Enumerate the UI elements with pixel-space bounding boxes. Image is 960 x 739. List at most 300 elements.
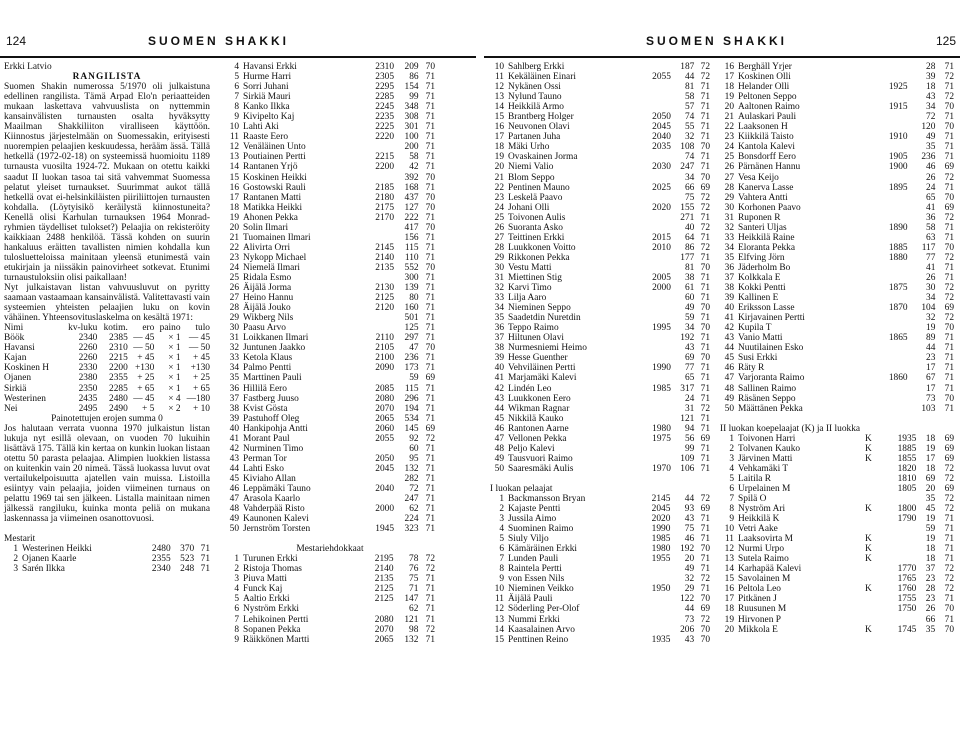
table-cell: 71	[944, 232, 954, 243]
left-page	[0, 0, 476, 739]
table-row	[720, 564, 954, 574]
table-cell	[870, 263, 907, 273]
table-cell	[879, 544, 917, 554]
table-row	[225, 504, 435, 514]
table-cell	[640, 373, 671, 383]
calc-row	[4, 353, 210, 363]
table-cell	[865, 494, 879, 504]
table-cell: + 45	[192, 353, 210, 364]
table-cell: 26	[724, 162, 734, 173]
table-cell: Marjamäki Kalevi	[508, 373, 577, 384]
table-cell: 1910	[888, 132, 908, 143]
table-cell: 17	[925, 453, 936, 464]
table-cell: 72	[944, 72, 954, 83]
table-cell: 297	[404, 333, 419, 344]
ranking-table	[225, 554, 435, 644]
table-cell: 22	[494, 182, 504, 193]
table-cell	[870, 343, 907, 353]
page-number: 125	[935, 34, 956, 48]
table-cell: Juntunen Jaakko	[243, 343, 306, 354]
table-row	[490, 534, 710, 544]
table-cell: 77	[926, 252, 936, 263]
table-cell: Söderling Per-Olof	[508, 604, 580, 615]
table-row	[490, 464, 710, 474]
table-cell: 44	[229, 463, 239, 474]
table-cell: Urpelainen M	[738, 483, 791, 494]
table-cell: 32	[724, 222, 734, 233]
table-cell: 71	[700, 102, 710, 113]
table-cell: 72	[944, 574, 954, 585]
page-title: SUOMEN SHAKKI	[148, 34, 290, 48]
table-cell: Mäki Urho	[508, 142, 550, 153]
table-cell: 2070	[375, 403, 394, 414]
table-cell: 71	[425, 152, 435, 163]
table-cell: 71	[944, 343, 954, 354]
table-cell: 69	[944, 443, 954, 454]
table-cell: 28	[724, 182, 734, 193]
table-cell: 20	[724, 102, 734, 113]
calc-row	[4, 343, 210, 353]
table-cell	[865, 474, 879, 484]
table-cell: Havansi Erkki	[243, 62, 297, 72]
table-cell: 37	[724, 272, 734, 283]
calc-row	[4, 404, 210, 414]
table-cell: 3	[234, 574, 239, 585]
table-cell: Eriksson Lasse	[738, 303, 795, 314]
table-cell: 17	[494, 132, 504, 143]
table-row	[490, 132, 710, 142]
table-cell: 2145	[651, 493, 671, 504]
table-cell: 70	[700, 634, 710, 645]
table-cell: 2065	[375, 413, 394, 424]
table-cell: Kirjavainen Pertti	[738, 313, 805, 324]
table-cell: 26	[925, 604, 936, 615]
table-cell: 70	[425, 343, 435, 354]
table-cell: 46	[926, 162, 936, 173]
calc-table	[4, 323, 210, 413]
table-cell: 18	[925, 433, 936, 444]
table-cell: 110	[404, 252, 419, 263]
table-cell: Brantberg Holger	[508, 112, 574, 123]
table-cell: 2080	[374, 614, 394, 625]
table-row	[720, 333, 954, 343]
table-row	[720, 363, 954, 373]
table-row	[720, 82, 954, 92]
table-cell: 71	[425, 353, 435, 364]
table-row	[490, 253, 710, 263]
table-cell: Nuutilainen Esko	[738, 343, 804, 354]
table-row	[720, 615, 954, 625]
table-cell: Hillilä Eero	[243, 383, 287, 394]
table-cell: 71	[700, 92, 710, 103]
table-cell: 21	[494, 172, 504, 183]
table-row	[490, 152, 710, 162]
table-row	[720, 263, 954, 273]
table-cell: 28	[926, 62, 936, 72]
table-cell: 71	[700, 252, 710, 263]
table-cell: Vanio Matti	[738, 333, 783, 344]
table-row	[225, 635, 435, 645]
table-cell: 10	[494, 584, 504, 595]
table-cell: 6	[234, 604, 239, 615]
table-row	[720, 152, 954, 162]
table-cell: × 1	[168, 333, 181, 344]
table-cell: 28	[925, 584, 936, 595]
table-cell	[639, 604, 671, 614]
table-cell: Niemi Valio	[508, 162, 554, 173]
table-cell: 3	[729, 453, 734, 464]
table-cell: Vellonen Pekka	[508, 433, 567, 444]
table-cell: 43	[684, 514, 695, 525]
table-cell: 71	[700, 373, 710, 384]
table-cell: 2480	[151, 544, 171, 555]
table-cell: 2480	[109, 393, 128, 404]
table-cell: 17	[926, 383, 936, 394]
table-cell: 71	[200, 544, 210, 555]
table-cell: Nurmesniemi Heimo	[508, 343, 587, 354]
table-cell: 1	[499, 493, 504, 504]
table-cell: 8	[234, 102, 239, 113]
table-cell: × 1	[168, 363, 181, 374]
table-cell: 57	[684, 102, 695, 113]
table-cell: 14	[494, 624, 504, 635]
table-row	[225, 384, 435, 394]
table-row	[225, 132, 435, 142]
table-cell: 34	[926, 293, 936, 304]
table-cell: 69	[944, 162, 954, 173]
table-cell: 71	[425, 92, 435, 103]
table-cell: 2310	[375, 62, 394, 72]
table-cell: 2045	[651, 504, 671, 515]
table-cell: Teppo Raimo	[508, 323, 559, 334]
table-cell: 437	[404, 192, 419, 203]
table-cell	[640, 444, 671, 454]
table-cell: 3	[13, 564, 18, 575]
table-cell: 72	[944, 293, 954, 304]
table-cell: Blom Seppo	[508, 172, 555, 183]
table-row	[720, 534, 954, 544]
table-row	[720, 142, 954, 152]
table-cell: 26	[229, 283, 239, 294]
table-row	[225, 414, 435, 424]
table-cell: 39	[229, 413, 239, 424]
table-cell: — 45	[188, 333, 210, 344]
table-cell: 81	[684, 82, 695, 93]
table-cell: 92	[409, 433, 419, 444]
table-cell: 69	[944, 483, 954, 494]
table-cell: 72	[425, 554, 435, 565]
table-cell: 60	[409, 443, 419, 454]
table-cell: Rantanen Yrjö	[243, 162, 298, 173]
table-cell: Penttinen Reino	[508, 634, 569, 645]
table-cell: Toivonen Aulis	[508, 212, 566, 223]
table-cell: 2	[499, 504, 504, 515]
table-cell: Nimi	[4, 323, 24, 334]
table-cell: 236	[404, 353, 419, 364]
table-cell: 40	[684, 222, 695, 233]
table-cell: Tolvanen Kauko	[738, 443, 801, 454]
table-cell	[361, 444, 394, 454]
table-cell: 35	[724, 252, 734, 263]
table-cell: 2020	[651, 514, 671, 525]
table-cell: Kvist Gösta	[243, 403, 288, 414]
table-cell: 10	[229, 122, 239, 133]
table-cell: 1810	[897, 473, 917, 484]
table-cell: Vahderpää Risto	[243, 504, 305, 515]
table-cell: 61	[684, 283, 695, 294]
table-row	[225, 394, 435, 404]
table-cell: 65	[684, 373, 695, 384]
table-cell: 1790	[897, 514, 917, 525]
table-cell: Santeri Uljas	[738, 222, 787, 233]
table-cell: Ovaskainen Jorma	[508, 152, 578, 163]
table-cell: 1915	[888, 102, 908, 113]
table-cell: 2	[234, 564, 239, 575]
table-row	[225, 373, 435, 383]
table-cell: Peljo Kalevi	[508, 443, 555, 454]
table-row	[225, 183, 435, 193]
table-cell: 43	[926, 92, 936, 103]
table-cell: 6	[234, 82, 239, 93]
table-cell: Kolkkala E	[738, 272, 781, 283]
table-cell: 1895	[888, 182, 908, 193]
table-cell: 71	[425, 604, 435, 615]
table-cell: 206	[680, 624, 695, 635]
table-cell: 89	[926, 333, 936, 344]
table-cell: 2200	[109, 363, 128, 374]
table-row	[225, 554, 435, 564]
table-cell: 160	[404, 303, 419, 314]
table-cell	[870, 363, 907, 373]
table-cell: 46	[229, 483, 239, 494]
table-row	[225, 273, 435, 283]
table-cell: 66	[684, 182, 695, 193]
table-cell: Niemelä Ilmari	[243, 262, 301, 273]
table-cell: 4	[729, 463, 734, 474]
table-row	[225, 484, 435, 494]
table-cell: 71	[425, 132, 435, 143]
table-cell: Vehkamäki T	[738, 463, 789, 474]
table-cell: 71	[700, 333, 710, 344]
calc-row	[4, 333, 210, 343]
table-cell: 65	[926, 192, 936, 203]
table-cell: 99	[684, 443, 695, 454]
table-row	[720, 283, 954, 293]
table-cell: 49	[724, 393, 734, 404]
table-cell	[870, 384, 907, 394]
table-cell: 71	[700, 112, 710, 123]
table-cell: 2110	[375, 333, 394, 344]
table-row	[225, 404, 435, 414]
table-cell	[870, 394, 907, 404]
table-cell: 2055	[375, 433, 394, 444]
table-cell: 43	[684, 343, 695, 354]
table-cell: K	[865, 554, 872, 565]
table-row	[490, 554, 710, 564]
table-cell: Räty R	[738, 363, 765, 374]
table-cell: 47	[724, 373, 734, 384]
table-cell: 23	[926, 353, 936, 364]
table-cell: 71	[425, 383, 435, 394]
table-row	[720, 343, 954, 353]
table-cell: 19	[925, 534, 936, 545]
table-cell: 71	[425, 463, 435, 474]
table-row	[720, 444, 954, 454]
table-row	[225, 82, 435, 92]
table-cell: 2050	[652, 112, 671, 123]
table-cell: Nykopp Michael	[243, 252, 307, 263]
table-cell: × 4	[168, 393, 181, 404]
table-cell: 132	[404, 463, 419, 474]
table-cell: + 65	[137, 383, 155, 394]
table-cell: × 1	[168, 343, 181, 354]
table-cell	[640, 263, 671, 273]
table-cell: 8	[729, 504, 734, 515]
table-cell: 30	[229, 323, 239, 334]
table-row	[490, 142, 710, 152]
table-row	[720, 494, 954, 504]
table-cell: 236	[921, 152, 936, 163]
table-cell: 2025	[652, 182, 671, 193]
table-cell	[640, 454, 671, 464]
table-cell: 36	[229, 383, 239, 394]
table-cell: 71	[944, 363, 954, 374]
table-cell: 1905	[888, 152, 908, 163]
table-row	[490, 504, 710, 514]
table-cell: 71	[944, 112, 954, 123]
table-cell: 50	[494, 463, 504, 474]
table-cell: 35	[926, 142, 936, 153]
table-cell: 71	[425, 574, 435, 585]
calc-sum: Painotettujen erojen summa 0	[51, 413, 163, 424]
table-row	[225, 263, 435, 273]
table-cell: 145	[404, 423, 419, 434]
table-cell: 2090	[375, 363, 394, 374]
table-cell: 155	[680, 202, 695, 213]
table-cell: 32	[684, 132, 695, 143]
table-cell: 36	[724, 262, 734, 273]
table-cell: Pastuhoff Oleg	[243, 413, 300, 424]
table-row	[720, 554, 954, 564]
table-cell: 70	[425, 62, 435, 72]
table-cell: 38	[494, 343, 504, 354]
table-cell: 40	[229, 423, 239, 434]
table-cell: 23	[229, 252, 239, 263]
table-cell: 71	[700, 152, 710, 163]
table-cell: 70	[944, 393, 954, 404]
table-row	[225, 343, 435, 353]
table-cell: 48	[229, 504, 239, 515]
table-cell	[639, 564, 671, 574]
table-row	[225, 152, 435, 162]
table-cell: 2350	[78, 383, 98, 394]
table-cell: Arasola Kaarlo	[243, 494, 301, 505]
table-cell: 30	[724, 202, 734, 213]
table-cell: 192	[680, 333, 695, 344]
table-cell: Westerinen Heikki	[22, 544, 92, 555]
table-cell: 18	[724, 604, 734, 615]
table-cell: 308	[404, 112, 419, 123]
table-cell: Loikkanen Ilmari	[243, 333, 309, 344]
table-cell: 59	[409, 373, 419, 384]
table-cell: Wikman Ragnar	[508, 403, 570, 414]
table-cell: Spilä O	[738, 493, 767, 504]
table-row	[225, 203, 435, 213]
table-cell: 1955	[651, 554, 671, 565]
ranking-column	[490, 62, 710, 645]
table-row	[490, 594, 710, 604]
table-cell: Venäläinen Unto	[243, 142, 306, 153]
table-cell	[640, 223, 671, 233]
table-cell: 2030	[652, 162, 671, 173]
table-row	[225, 464, 435, 474]
table-cell: Koskinen Olli	[738, 72, 791, 83]
table-row	[225, 353, 435, 363]
table-cell: 99	[409, 92, 419, 103]
table-cell	[865, 564, 879, 574]
table-cell: + 10	[192, 403, 210, 414]
table-row	[720, 162, 954, 172]
table-cell: 71	[700, 524, 710, 535]
table-row	[720, 464, 954, 474]
table-cell: 71	[425, 313, 435, 324]
table-row	[490, 394, 710, 404]
ranking-table	[4, 544, 210, 574]
table-cell: Vestu Matti	[508, 262, 552, 273]
table-cell: 20	[229, 222, 239, 233]
table-cell: Kanko Ilkka	[243, 102, 290, 113]
table-cell: 1975	[652, 433, 671, 444]
table-row	[720, 233, 954, 243]
table-cell: 39	[724, 293, 734, 304]
table-cell: Leppämäki Tauno	[243, 483, 311, 494]
table-cell: 247	[404, 494, 419, 505]
table-row	[720, 273, 954, 283]
table-cell: Kokki Pentti	[738, 283, 786, 294]
table-cell: 70	[944, 122, 954, 133]
table-cell: 2260	[78, 343, 98, 354]
table-cell: 49	[926, 132, 936, 143]
table-cell: 76	[409, 564, 419, 575]
table-cell: Kiviaho Allan	[243, 473, 296, 484]
table-cell: 1870	[888, 303, 908, 314]
table-row	[4, 544, 210, 554]
table-cell	[870, 273, 907, 283]
table-cell: K	[865, 584, 872, 595]
table-cell: 2010	[652, 242, 671, 253]
table-cell: 31	[724, 212, 734, 223]
table-cell: 27	[494, 232, 504, 243]
table-cell: Berghäll Yrjer	[738, 62, 792, 72]
table-cell: 147	[404, 594, 419, 605]
table-cell: 11	[494, 594, 504, 605]
table-cell	[361, 273, 394, 283]
table-cell: 70	[700, 594, 710, 605]
table-cell: Karvi Timo	[508, 283, 552, 294]
table-cell: 1745	[897, 624, 917, 635]
table-cell	[879, 534, 917, 544]
table-cell: Sopanen Pekka	[243, 624, 301, 635]
table-cell: 70	[700, 142, 710, 153]
table-cell: 18	[925, 544, 936, 555]
table-cell: 1885	[888, 242, 908, 253]
table-cell: Morant Paul	[243, 433, 290, 444]
table-cell: 29	[494, 252, 504, 263]
article-paragraph: Jos halutaan verrata vuonna 1970 julkaistun listan lukuja nyt esillä olevaan, on vuoden 70 lukuihin lisättävä 175. Tällä kin kertaa on kunkin luokan listaan otettu 50 parasta pelaajaa. Alimpien luokkien listassa on kuitenkin vain 20 nimeä. Tässä luokassa luvut ovat vertailukelpoisuutta ajatellen vain muissa. Listoilla esiintyy vain pelaajia, joiden viimeinen turnaus on pelattu 1969 tai sen jälkeen. Listalla mainitaan nimen jälkessä rangiluku, kuinka monta peliä on mukana laskennassa ja viimeinen osanottovuosi.	[4, 423, 210, 525]
table-cell: 18	[724, 82, 734, 93]
table-cell: 45	[229, 473, 239, 484]
table-cell: 6	[729, 483, 734, 494]
